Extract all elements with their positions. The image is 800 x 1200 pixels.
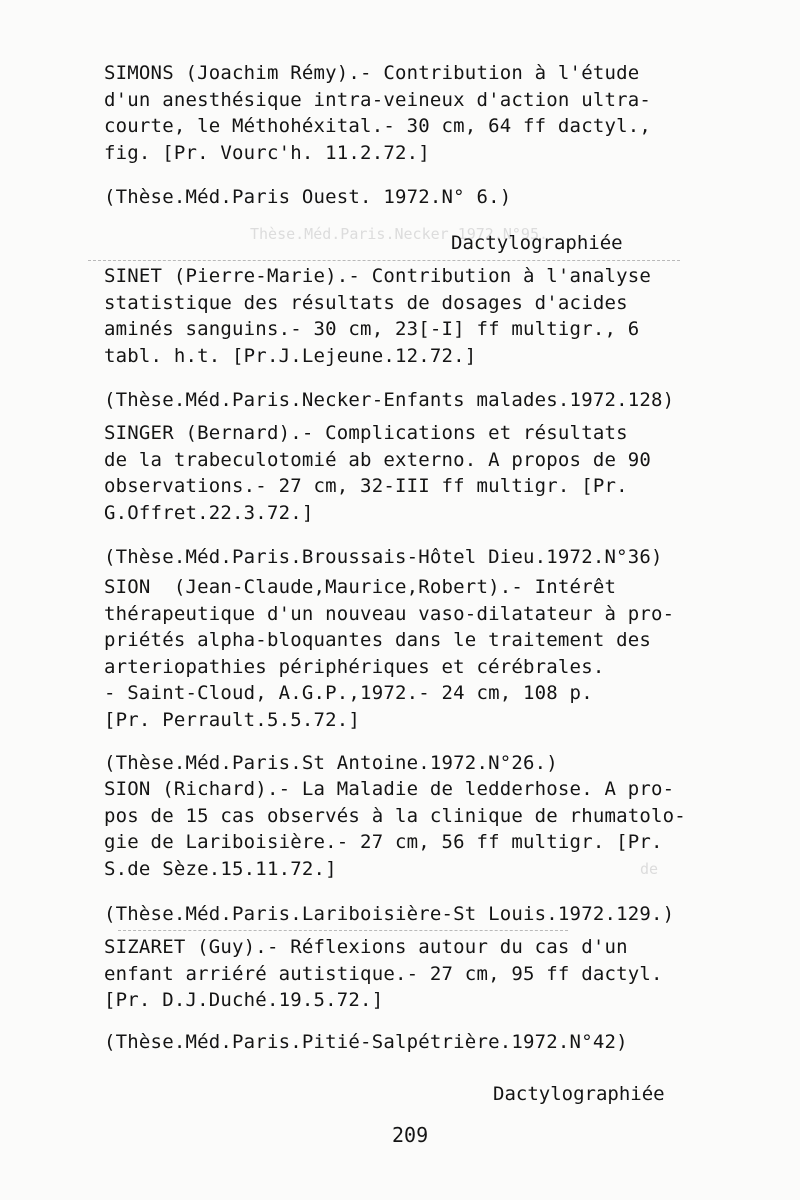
entry-line: SION (Richard).- La Maladie de ledderhose. A pro-: [104, 778, 675, 800]
entry-line: fig. [Pr. Vourc'h. 11.2.72.]: [104, 141, 430, 164]
bleed-through-text: Thèse.Méd.Paris.Necker.1972.N°95.: [250, 225, 549, 243]
entry-line: SIMONS (Joachim Rémy).- Contribution à l'étude: [104, 62, 640, 84]
separator-line: [118, 930, 568, 931]
entry-line: arteriopathies périphériques et cérébrales.: [104, 655, 605, 678]
entry-line: [Pr. Perrault.5.5.72.]: [104, 708, 361, 731]
thesis-reference: (Thèse.Méd.Paris.St Antoine.1972.N°26.): [104, 752, 558, 774]
separator-line: [88, 260, 680, 261]
entry-line: de la trabeculotomié ab externo. A propos de 90: [104, 448, 652, 471]
entry-line: [Pr. D.J.Duché.19.5.72.]: [104, 989, 384, 1011]
entry-line: statistique des résultats de dosages d'acides: [104, 291, 628, 314]
bleed-through-text: de: [640, 860, 659, 878]
entry-line: courte, le Méthohéxital.- 30 cm, 64 ff dactyl.,: [104, 115, 652, 137]
thesis-reference: (Thèse.Méd.Paris.Pitié-Salpétrière.1972.N°42): [104, 1031, 628, 1053]
entry-line: priétés alpha-bloquantes dans le traitement des: [104, 629, 652, 651]
entry-line: SINGER (Bernard).- Complications et résultats: [104, 422, 628, 444]
entry-simons: [104, 60, 714, 166]
entry-sinet: [104, 263, 714, 369]
entry-line: - Saint-Cloud, A.G.P.,1972.- 24 cm, 108 p.: [104, 682, 593, 704]
entry-sion-jean-claude: [104, 574, 714, 733]
entry-line: observations.- 27 cm, 32-III ff multigr. [Pr.: [104, 475, 628, 497]
entry-line: S.de Sèze.15.11.72.]: [104, 857, 337, 880]
thesis-reference: (Thèse.Méd.Paris.Broussais-Hôtel Dieu.1972.N°36): [104, 546, 663, 568]
entry-line: d'un anesthésique intra-veineux d'action ultra-: [104, 88, 652, 111]
entry-line: gie de Lariboisière.- 27 cm, 56 ff multigr. [Pr.: [104, 831, 663, 853]
entry-line: tabl. h.t. [Pr.J.Lejeune.12.72.]: [104, 344, 477, 367]
thesis-reference: (Thèse.Méd.Paris.Necker-Enfants malades.1972.128): [104, 389, 675, 411]
entry-line: SION (Jean-Claude,Maurice,Robert).- Intérêt: [104, 576, 617, 598]
entry-line: thérapeutique d'un nouveau vaso-dilatateur à pro-: [104, 602, 675, 625]
entry-line: G.Offret.22.3.72.]: [104, 501, 314, 524]
entry-sion-richard: [104, 776, 714, 882]
page-number: 209: [392, 1123, 429, 1147]
entry-line: aminés sanguins.- 30 cm, 23[-I] ff multigr., 6: [104, 318, 640, 340]
entry-line: SINET (Pierre-Marie).- Contribution à l'analyse: [104, 265, 652, 287]
thesis-reference: (Thèse.Méd.Paris Ouest. 1972.N° 6.): [104, 186, 512, 208]
thesis-reference: (Thèse.Méd.Paris.Lariboisière-St Louis.1972.129.): [104, 903, 675, 925]
entry-line: pos de 15 cas observés à la clinique de rhumatolo-: [104, 804, 686, 827]
dactylographiee-note: Dactylographiée: [493, 1083, 665, 1105]
entry-line: enfant arriéré autistique.- 27 cm, 95 ff dactyl.: [104, 962, 663, 985]
entry-line: SIZARET (Guy).- Réflexions autour du cas d'un: [104, 936, 628, 958]
entry-singer: [104, 420, 714, 526]
entry-sizaret: [104, 934, 714, 1014]
dactylographiee-note: Dactylographiée: [451, 232, 623, 254]
